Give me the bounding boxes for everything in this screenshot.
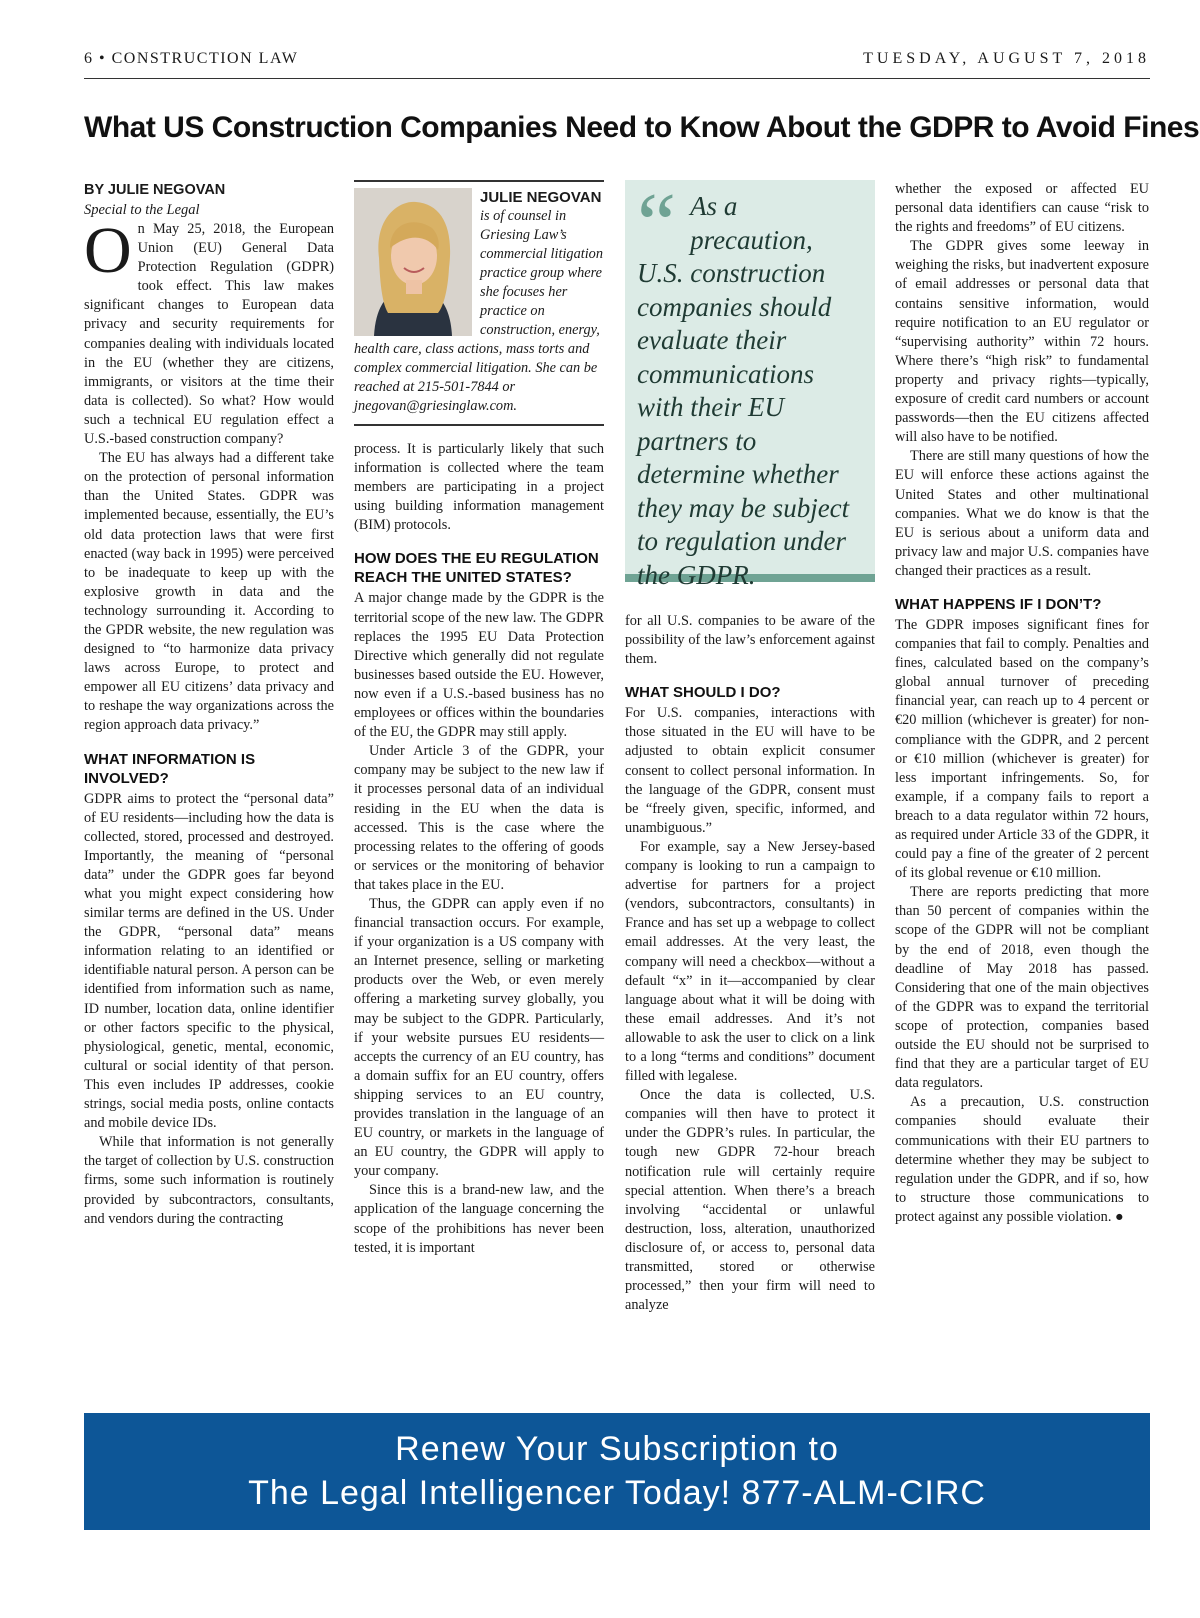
paragraph xyxy=(895,1093,1149,1227)
subhead-what-should-i-do: WHAT SHOULD I DO? xyxy=(625,684,781,702)
drop-cap: O xyxy=(84,214,132,287)
paragraph: For U.S. companies, interactions with those situated in the EU will have to be adjusted to obtain explicit consumer consent to collect personal information. In the language of the GDPR, consent must be “freely given, specific, informed, and unambiguous.” xyxy=(625,705,875,836)
article-headline: What US Construction Companies Need to Know About the GDPR to Avoid Fines xyxy=(84,111,1200,144)
paragraph: Once the data is collected, U.S. companies will then have to protect it under the GDPR’s rules. In particular, the tough new GDPR 72-hour breach notification rule will certainly require special attention. When there’s a breach involving “accidental or unlawful destruction, loss, alteration, unauthorized disclosure of, or access to, personal data transmitted, stored or otherwise processed,” then your firm will need to analyze xyxy=(625,1087,875,1314)
subhead-what-information: WHAT INFORMATION IS INVOLVED? xyxy=(84,750,256,787)
lead-paragraph xyxy=(84,214,334,449)
issue-date: TUESDAY, AUGUST 7, 2018 xyxy=(863,50,1150,67)
quote-mark-icon: “ xyxy=(637,176,677,273)
paragraph: Under Article 3 of the GDPR, your company may be subject to the new law if it processes personal data of an individual residing in the EU when the data is accessed. This is the case where the processing relates to the offering of goods or services or the monitoring of behavior that takes place in the EU. xyxy=(354,743,604,893)
lead-paragraph-text: n May 25, 2018, the European Union (EU) General Data Protection Regulation (GDPR) took effect. This law makes significant changes to European data privacy and security requirements for companies dealing with individuals located in the EU (whether they are citizens, immigrants, or visitors at the time their data is collected). So what? How would such a technical EU regulation effect a U.S.-based construction company? xyxy=(84,221,334,448)
banner-line-1: Renew Your Subscription to xyxy=(395,1430,839,1468)
pull-quote xyxy=(625,176,875,590)
paragraph: The GDPR gives some leeway in weighing the risks, but inadvertent exposure of email addresses or personal data that contains sensitive information, would require notification to an EU regulator or “supervising authority” within 72 hours. Where there’s “high risk” to fundamental property and privacy rights—typically, exposure of credit card numbers or account passwords—then the EU citizens affected will also have to be notified. xyxy=(895,238,1149,446)
closing-paragraph-text: As a precaution, U.S. construction companies should evaluate their communications with their EU partners to determine whether they may be subject to regulation under the GDPR, and if so, how to structure those communications to protect against any possible violation. xyxy=(895,1094,1149,1225)
paragraph: GDPR aims to protect the “personal data” of EU residents—including how the data is collected, stored, processed and destroyed. Importantly, the meaning of “personal data” under the GDPR goes far beyond what you might expect considering how similar terms are defined in the US. Under the GDPR, “personal data” means information relating to an identified or identifiable natural person. A person can be identified from information such as name, ID number, location data, online identifier or other factors specific to the physical, physiological, genetic, mental, economic, cultural or social identity of that person. This even includes IP addresses, cookie strings, social media posts, online contacts and mobile device IDs. xyxy=(84,790,334,1132)
byline-author: BY JULIE NEGOVAN xyxy=(84,182,226,198)
paragraph: A major change made by the GDPR is the territorial scope of the new law. The GDPR replaces the 1995 EU Data Protection Directive which generally did not regulate businesses based outside the EU. However, now even if a U.S.-based business has no employees or offices within the boundaries of the EU, the GDPR may still apply. xyxy=(354,590,604,741)
paragraph: While that information is not generally the target of collection by U.S. construction firms, some such information is routinely provided by subcontractors, consultants, and vendors during the contracting xyxy=(84,1134,334,1227)
paragraph: For example, say a New Jersey-based company is looking to run a campaign to advertise for partners for a project (vendors, subcontractors, consultants) in France and has set up a webpage to collect email addresses. At the very least, the company will need a checkbox—without a default “x” in it—accompanied by clear language about what it will be doing with these email addresses. And it’s not allowable to ask the user to click on a link to a long “terms and conditions” document filled with legalese. xyxy=(625,838,875,1085)
subscription-banner[interactable] xyxy=(84,1413,1150,1530)
paragraph: The EU has always had a different take on the protection of personal information than the United States. GDPR was implemented because, essentially, the EU’s old data protection laws that were first enacted (way back in 1995) were perceived to be inadequate to keep up with the explosive growth in data and the technology surrounding it. According to the GPDR website, the new regulation was designed to “to harmonize data privacy laws across Europe, to protect and empower all EU citizens’ data privacy and to reshape the way organizations across the region approach data privacy.” xyxy=(84,450,334,734)
bio-text: is of counsel in Griesing Law’s commercial litigation practice group where she focuses her practice on construction, energy, health care, class actions, mass torts and complex commercial litigation. She can be reached at 215-501-7844 or jnegovan@griesinglaw.com. xyxy=(354,208,603,414)
paragraph: whether the exposed or affected EU personal data identifiers can cause “risk to the rights and freedoms” of EU citizens. xyxy=(895,181,1149,236)
column-1 xyxy=(84,180,334,1229)
column-4 xyxy=(895,180,1149,1227)
author-portrait-image xyxy=(354,188,472,336)
subhead-what-happens: WHAT HAPPENS IF I DON’T? xyxy=(895,595,1102,613)
bio-author-name: JULIE NEGOVAN xyxy=(480,189,602,206)
paragraph: There are reports predicting that more than 50 percent of companies within the scope of the GDPR will not be compliant by the end of 2018, even though the deadline of May 2018 has passed. Considering that one of the main objectives of the GDPR was to expand the territorial scope of protection, companies based outside the EU should not be surprised to find that they are a particular target of EU data regulators. xyxy=(895,884,1149,1092)
pull-quote-text: As a precaution, U.S. construction companies should evaluate their communications with their EU partners to determine whether they may be subject to regulation under the GDPR. xyxy=(637,191,850,590)
column-2 xyxy=(354,180,604,1258)
running-head xyxy=(84,50,1150,74)
banner-line-2: The Legal Intelligencer Today! 877-ALM-CIRC xyxy=(248,1474,986,1512)
page-section-label: 6 • CONSTRUCTION LAW xyxy=(84,50,299,67)
column-3 xyxy=(625,176,875,1315)
paragraph: Since this is a brand-new law, and the application of the language concerning the scope of the prohibitions has never been tested, it is important xyxy=(354,1182,604,1256)
paragraph: for all U.S. companies to be aware of the possibility of the law’s enforcement against them. xyxy=(625,613,875,668)
header-rule xyxy=(84,78,1150,79)
paragraph: There are still many questions of how the EU will enforce these actions against the United States and other multinational companies. What we do know is that the EU is serious about a uniform data and privacy law and major U.S. companies have changed their practices as a result. xyxy=(895,448,1149,579)
author-photo xyxy=(354,188,472,336)
paragraph: The GDPR imposes significant fines for companies that fail to comply. Penalties and fines, calculated based on the company’s global annual turnover of preceding financial year, can reach up to 4 percent or €20 million (whichever is greater) for non-compliance with the GDPR, and 2 percent or €10 million (whichever is greater) for less important infringements. So, for example, if a company fails to report a breach to a data regulator within 72 hours, as required under Article 33 of the GDPR, it could pay a fine of the greater of 2 percent of its global revenue or €10 million. xyxy=(895,616,1149,882)
end-mark-icon: ● xyxy=(1114,1208,1124,1225)
byline-affiliation: Special to the Legal xyxy=(84,202,200,218)
author-bio-box xyxy=(354,180,604,426)
paragraph: process. It is particularly likely that such information is collected where the team members are participating in a project using building information management (BIM) protocols. xyxy=(354,441,604,534)
subhead-eu-regulation-reach: HOW DOES THE EU REGULATION REACH THE UNITED STATES? xyxy=(354,550,599,587)
paragraph: Thus, the GDPR can apply even if no financial transaction occurs. For example, if your organization is a US company with an Internet presence, selling or marketing products over the Web, or even merely offering a marketing survey globally, you may be subject to the GDPR. Particularly, if your website pursues EU residents—accepts the currency of an EU country, has a domain suffix for an EU country, offers shipping services to an EU country, provides translation in the language of an EU country, or markets in the language of an EU country, the GDPR will apply to your company. xyxy=(354,895,604,1180)
